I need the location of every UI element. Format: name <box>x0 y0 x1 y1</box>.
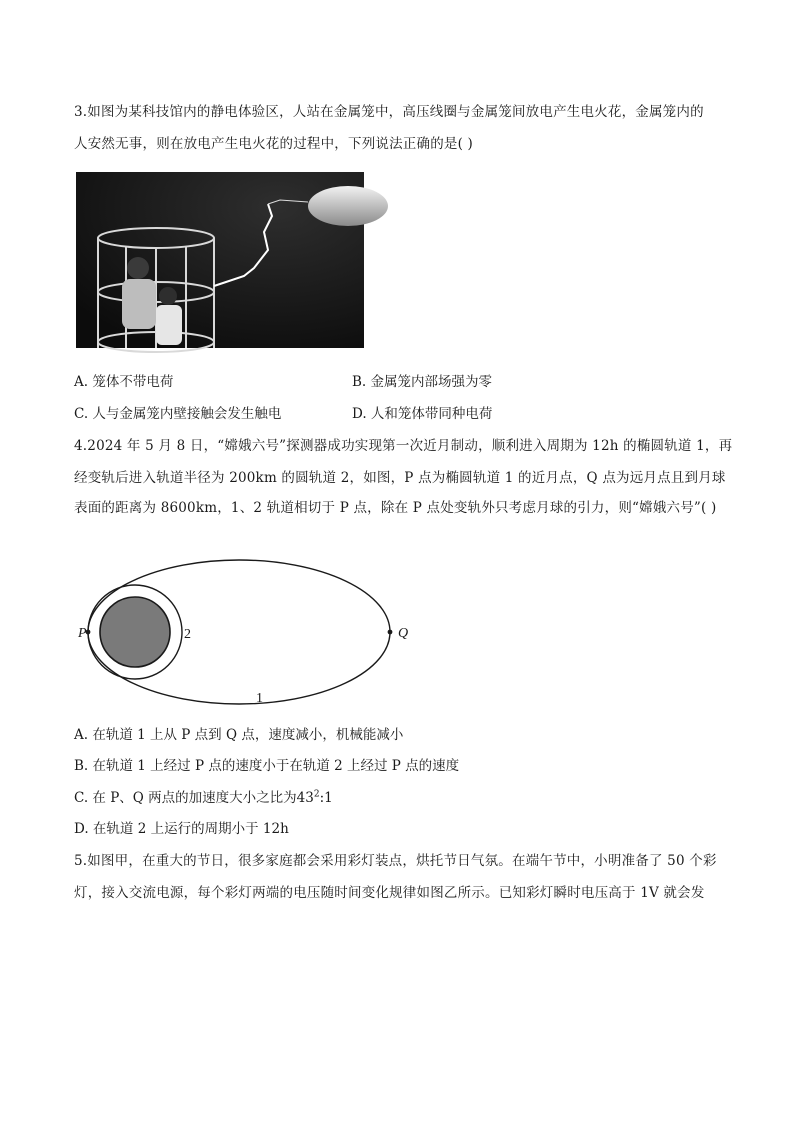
q3-text-line1: 3.如图为某科技馆内的静电体验区，人站在金属笼中，高压线圈与金属笼间放电产生电火花，金属笼内的 <box>74 104 704 120</box>
q3-option-d[interactable]: D. 人和笼体带同种电荷 <box>352 406 493 422</box>
point-q <box>388 630 393 635</box>
q3-option-c[interactable]: C. 人与金属笼内壁接触会发生触电 <box>74 406 282 422</box>
q4-option-a[interactable]: A. 在轨道 1 上从 P 点到 Q 点，速度减小，机械能减小 <box>74 727 404 743</box>
q5-text-line1: 5.如图甲，在重大的节日，很多家庭都会采用彩灯装点，烘托节日气氛。在端午节中，小明准备了 50 个彩 <box>74 853 717 869</box>
orbit-diagram <box>80 550 430 710</box>
moon-disc <box>100 597 170 667</box>
electrostatic-cage-photo <box>76 172 364 348</box>
q4-option-c-suffix: :1 <box>319 790 333 806</box>
q4-option-c-exponent: 2 <box>313 789 320 800</box>
label-orbit-1: 1 <box>256 691 263 706</box>
label-orbit-2: 2 <box>184 627 191 642</box>
q3-option-a[interactable]: A. 笼体不带电荷 <box>74 374 174 390</box>
q4-text-line3: 表面的距离为 8600km，1、2 轨道相切于 P 点，除在 P 点处变轨外只考虑月球的引力，则“嫦娥六号”( ) <box>74 500 717 516</box>
q4-option-b[interactable]: B. 在轨道 1 上经过 P 点的速度小于在轨道 2 上经过 P 点的速度 <box>74 758 460 774</box>
q3-option-b[interactable]: B. 金属笼内部场强为零 <box>352 374 493 390</box>
label-q: Q <box>398 626 409 641</box>
q5-text-line2: 灯，接入交流电源，每个彩灯两端的电压随时间变化规律如图乙所示。已知彩灯瞬时电压高于 1V 就会发 <box>74 885 705 901</box>
q4-option-c-prefix: C. 在 P、Q 两点的加速度大小之比为43 <box>74 790 314 806</box>
q4-option-d[interactable]: D. 在轨道 2 上运行的周期小于 12h <box>74 821 289 837</box>
label-p: P <box>78 626 87 641</box>
q4-option-c[interactable] <box>74 788 333 808</box>
q4-text-line2: 经变轨后进入轨道半径为 200km 的圆轨道 2，如图，P 点为椭圆轨道 1 的近月点，Q 点为远月点且到月球 <box>74 470 726 486</box>
q4-text-line1: 4.2024 年 5 月 8 日，“嫦娥六号”探测器成功实现第一次近月制动，顺利进入周期为 12h 的椭圆轨道 1，再 <box>74 438 733 454</box>
q3-text-line2: 人安然无事，则在放电产生电火花的过程中，下列说法正确的是( ) <box>74 136 474 152</box>
